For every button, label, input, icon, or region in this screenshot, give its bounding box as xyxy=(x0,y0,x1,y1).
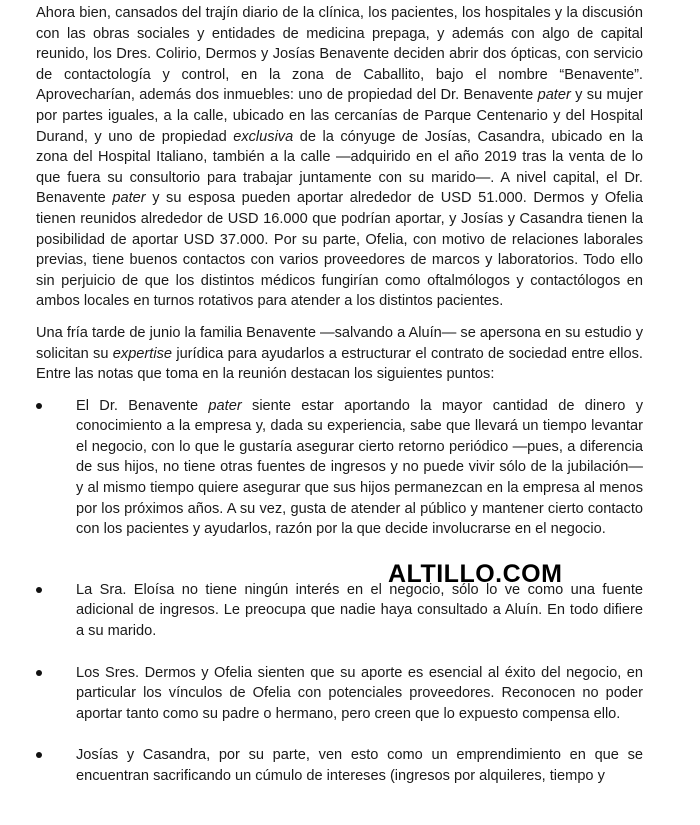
bullet-icon xyxy=(36,670,42,676)
note-eloisa: La Sra. Eloísa no tiene ningún interés en el negocio, sólo lo ve como una fuente adicional de ingresos. Le preocupa que nadie haya consultado a Aluín. En todo difiere a su marido. xyxy=(76,581,643,640)
note-dermos-ofelia: Los Sres. Dermos y Ofelia sienten que su aporte es esencial al éxito del negocio, en particular los vínculos de Ofelia con potenciales proveedores. Reconocen no poder aportar tanto como su padre o hermano, pero creen que lo expuesto compensa ello. xyxy=(76,664,643,722)
bullet-icon xyxy=(36,752,42,758)
list-item xyxy=(36,745,643,786)
list-item xyxy=(36,580,643,642)
watermark: ALTILLO.COM xyxy=(388,560,563,588)
list-item xyxy=(36,663,643,725)
bullet-icon xyxy=(36,587,42,593)
paragraph-intro: Ahora bien, cansados del trajín diario de la clínica, los pacientes, los hospitales y la discusión con las obras sociales y entidades de medicina prepaga, y además con algo de capital reunido, los Dres. Colirio, Dermos y Josías Benavente deciden abrir dos ópticas, con servicio de contactología y control, en la zona de Caballito, bajo el nombre “Benavente”. Aprovecharían, además dos inmuebles: uno de propiedad del Dr. Benavente pater y su mujer por partes iguales, a la calle, ubicado en las cercanías de Parque Centenario y del Hospital Durand, y uno de propiedad exclusiva de la cónyuge de Josías, Casandra, ubicado en la zona del Hospital Italiano, también a la calle —adquirido en el año 2019 tras la venta de lo que fuera su consultorio para trabajar juntamente con su marido—. A nivel capital, el Dr. Benavente pater y su esposa pueden aportar alrededor de USD 51.000. Dermos y Ofelia tienen reunidos alrededor de USD 16.000 que podrían aportar, y Josías y Casandra tienen la posibilidad de aportar USD 37.000. Por su parte, Ofelia, con motivo de relaciones laborales previas, tiene buenos contactos con varios proveedores de marcos y laboratorios. Todo ello sin perjuicio de que los distintos médicos fungirían como oftalmólogos y contactólogos en ambos locales en turnos rotativos para atender a los distintos pacientes. xyxy=(36,5,644,310)
notes-list xyxy=(36,396,643,787)
list-item xyxy=(36,396,643,540)
paragraph-meeting: Una fría tarde de junio la familia Benavente —salvando a Aluín— se apersona en su estudio y solicitan su expertise jurídica para ayudarlos a estructurar el contrato de sociedad entre ellos. Entre las notas que toma en la reunión destacan los siguientes puntos: xyxy=(36,324,643,383)
note-josias-casandra: Josías y Casandra, por su parte, ven esto como un emprendimiento en que se encuentran sacrificando un cúmulo de intereses (ingresos por alquileres, tiempo y xyxy=(76,747,643,784)
note-benavente-pater: El Dr. Benavente pater siente estar aportando la mayor cantidad de dinero y conocimiento a la empresa y, dada su experiencia, sabe que llevará un tiempo levantar el negocio, con lo que le gustaría asegurar cierto retorno periódico —pues, a diferencia de sus hijos, no tiene otras fuentes de ingresos y no puede vivir sólo de la jubilación— y al mismo tiempo quiere asegurar que sus hijos permanezcan en la empresa al menos por los próximos años. A su vez, gusta de atender al público y mantener cierto contacto con los pacientes y ayudarlos, razón por la que decide involucrarse en el negocio. xyxy=(76,397,643,538)
bullet-icon xyxy=(36,403,42,409)
document-body xyxy=(36,3,643,808)
